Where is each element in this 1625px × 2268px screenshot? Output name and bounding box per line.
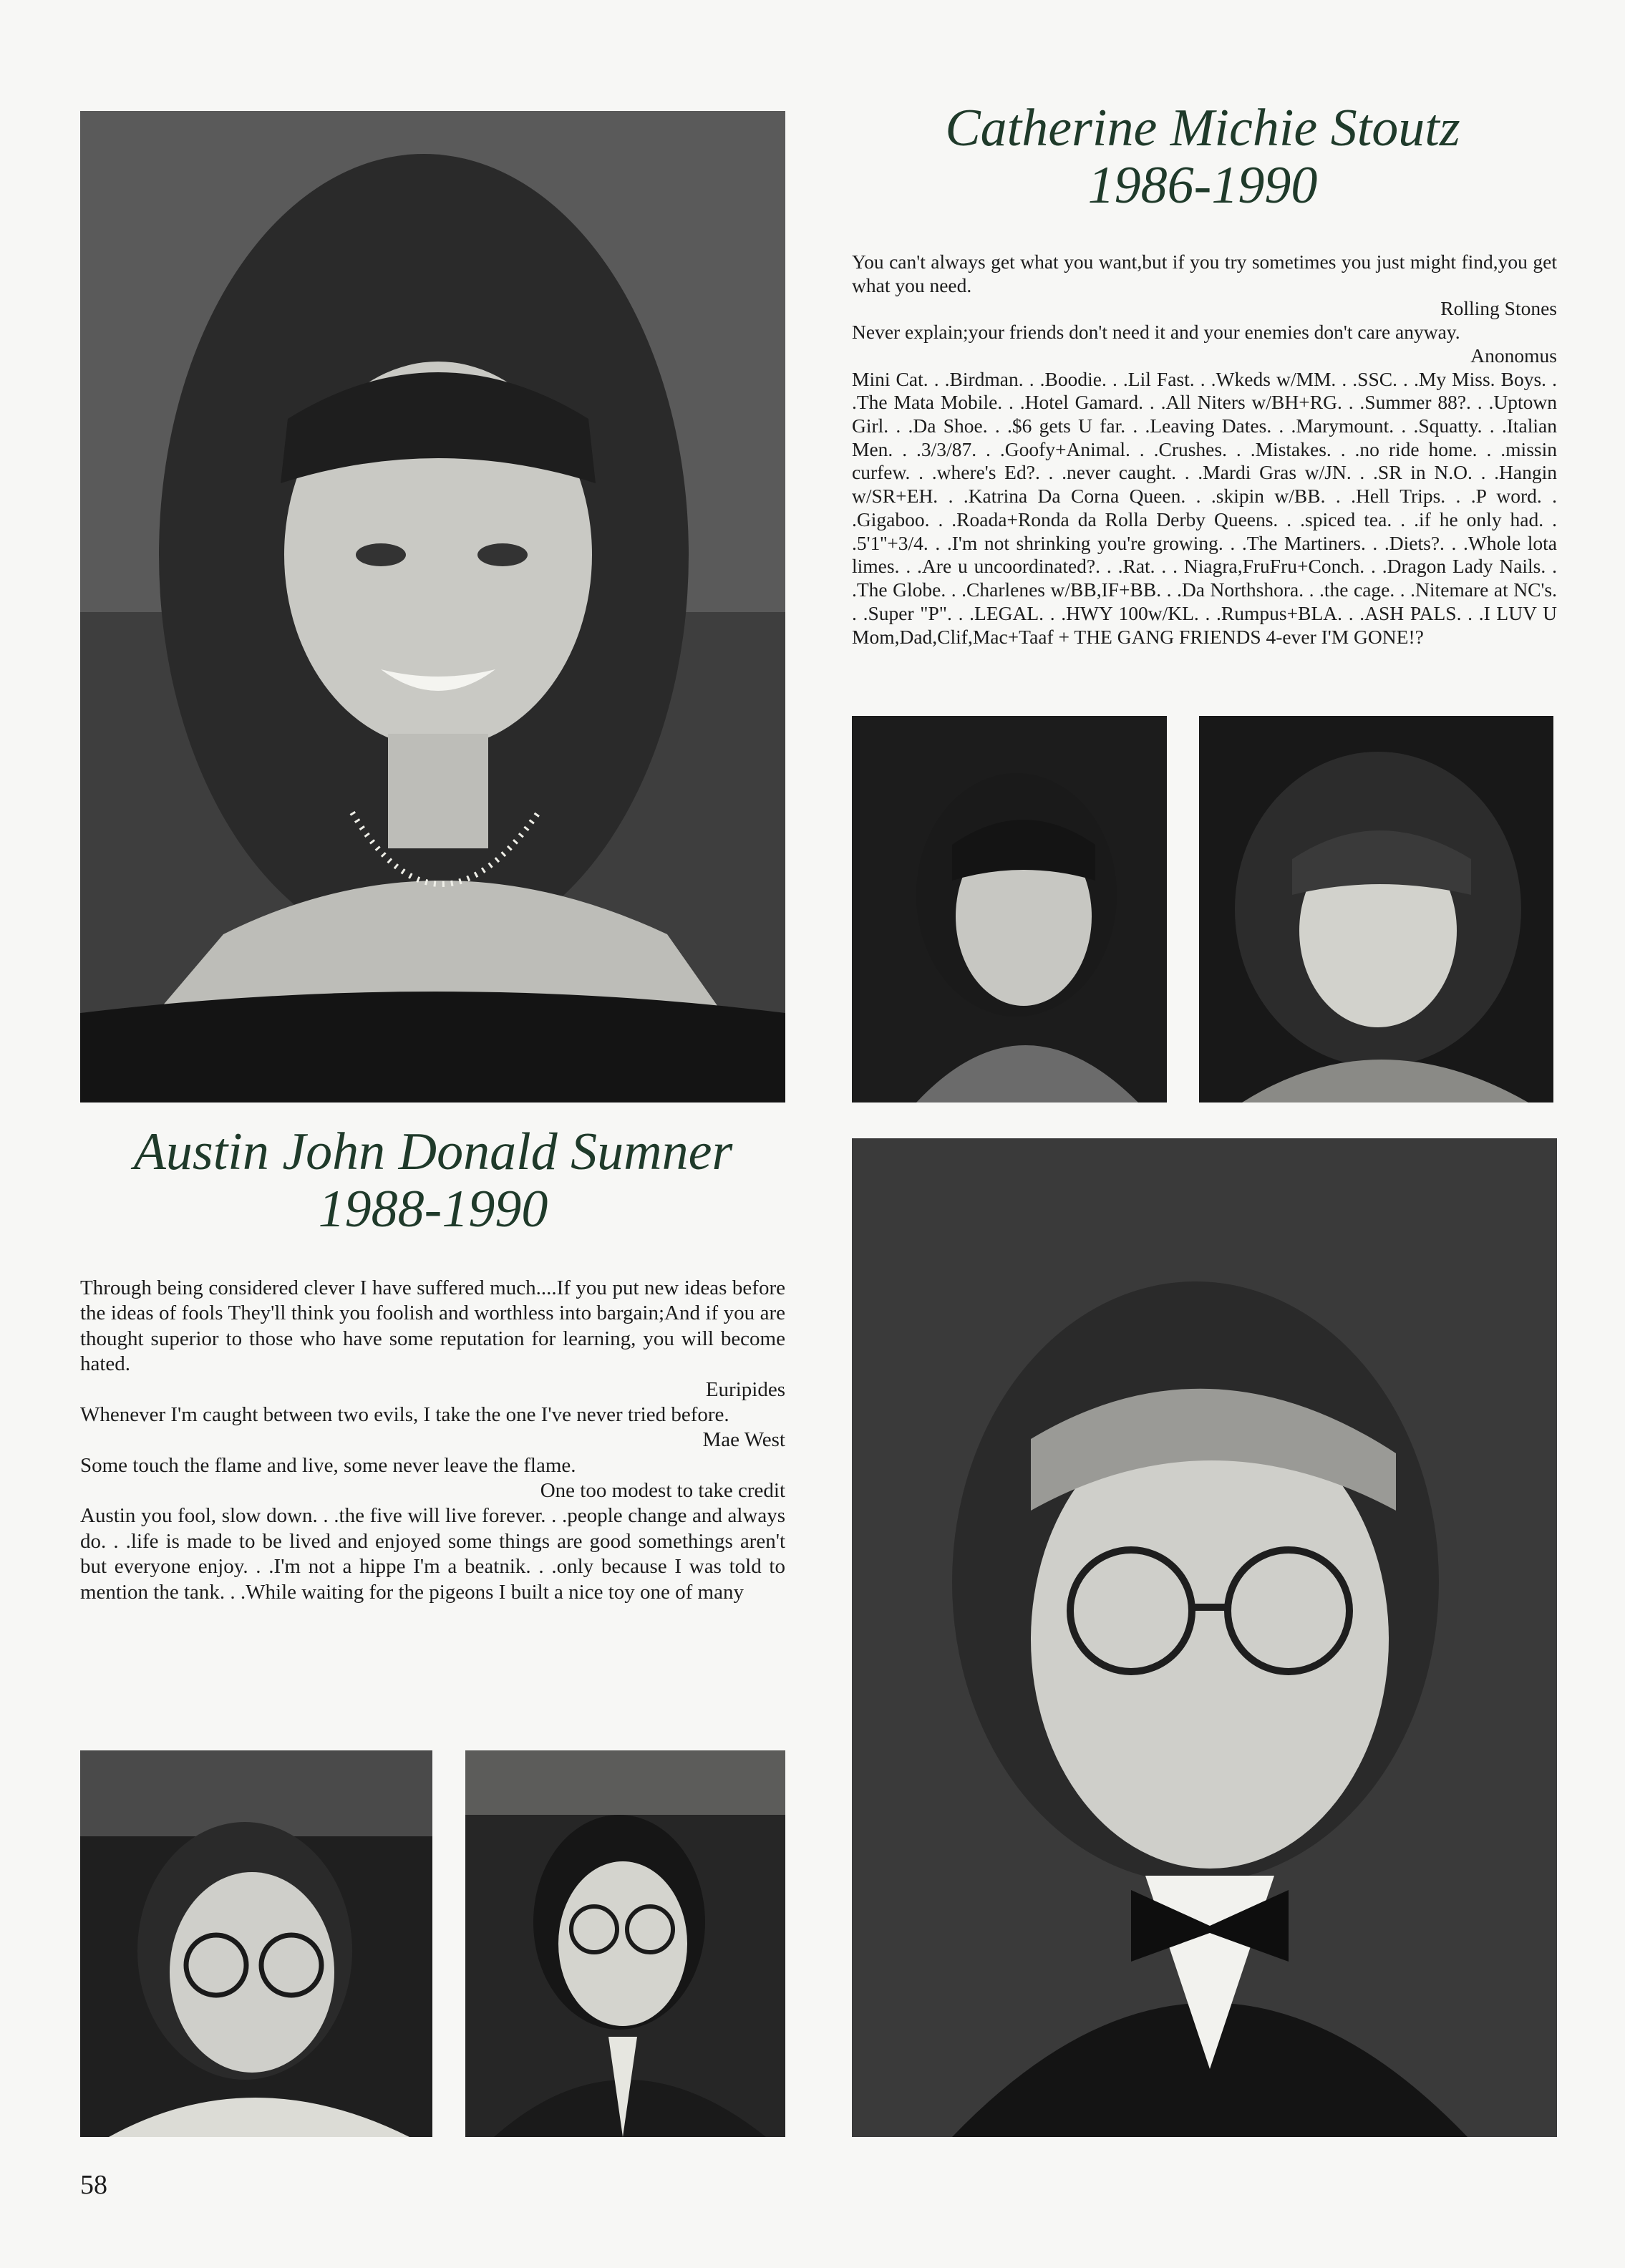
catherine-years: 1986-1990 (1087, 155, 1318, 215)
austin-quote-3-attribution: One too modest to take credit (540, 1479, 785, 1502)
catherine-candid-photo-2 (1199, 716, 1553, 1102)
austin-portrait-photo (852, 1138, 1557, 2137)
catherine-bio-text (852, 251, 1557, 649)
catherine-quote-2-attribution: Anonomus (1470, 344, 1557, 367)
austin-quote-2-attribution: Mae West (702, 1428, 785, 1452)
austin-candid-photo-1 (80, 1750, 432, 2137)
catherine-quote-1-attribution: Rolling Stones (1440, 297, 1557, 320)
austin-quote-2: Whenever I'm caught between two evils, I take the one I've never tried before. (80, 1402, 729, 1426)
catherine-quote-1: You can't always get what you want,but if you try sometimes you just might find,you get what you need. (852, 251, 1557, 296)
austin-candid-photo-2 (465, 1750, 785, 2137)
catherine-name: Catherine Michie Stoutz (945, 99, 1460, 158)
austin-quote-1-attribution: Euripides (705, 1377, 785, 1401)
catherine-candid-photo-1 (852, 716, 1167, 1102)
catherine-quote-2: Never explain;your friends don't need it and your enemies don't care anyway. (852, 321, 1460, 344)
austin-memories: Austin you fool, slow down. . .the five will live forever. . .people change and always do. . .life is made to be lived and enjoyed some things are good somethings aren't but everyone enjoy. . .I'm not a hippe I'm a beatnik. . .only because I was told to mention the tank. . .While waiting for the pigeons I built a nice toy one of many (80, 1504, 785, 1604)
austin-years: 1988-1990 (318, 1179, 548, 1239)
catherine-memories: Mini Cat. . .Birdman. . .Boodie. . .Lil Fast. . .Wkeds w/MM. . .SSC. . .My Miss. Boys. . .The Mata Mobile. . .Hotel Gamard. . .All Niters w/BH+RG. . .Summer 88?. . .Uptown Girl. . .Da Shoe. . .$6 gets U far. . .Leaving Dates. . .Marymount. . .Squatty. . .Italian Men. . .3/3/87. . .Goofy+Animal. . .Crushes. . .Mistakes. . .no ride home. . .missin curfew. . .where's Ed?. . .never caught. . .Mardi Gras w/JN. . .SR in N.O. . .Hangin w/SR+EH. . .Katrina Da Corna Queen. . .skipin w/BB. . .Hell Trips. . .P word. . .Gigaboo. . .Roada+Ronda da Rolla Derby Queens. . .spiced tea. . .if he only had. . .5'1''+3/4. . .I'm not shrinking you're growing. . .The Martiners. . .Diets?. . .Whole lota limes. . .Are u uncoordinated?. . .Rat. . . Niagra,FruFru+Conch. . .Dragon Lady Nails. . .The Globe. . .Charlenes w/BB,IF+BB. . .Da Northshora. . .the cage. . .Nitemare at NC's. . .Super "P". . .LEGAL. . .HWY 100w/KL. . .Rumpus+BLA. . .ASH PALS. . .I LUV U Mom,Dad,Clif,Mac+Taaf + THE GANG FRIENDS 4-ever I'M GONE!? (852, 367, 1557, 648)
austin-quote-3: Some touch the flame and live, some never leave the flame. (80, 1453, 576, 1477)
catherine-name-heading (845, 100, 1561, 215)
austin-quote-1: Through being considered clever I have suffered much....If you put new ideas before the ideas of fools They'll think you foolish and worthless into bargain;And if you are thought superior to those who have some reputation for learning, you will become hated. (80, 1276, 785, 1376)
austin-name: Austin John Donald Sumner (133, 1123, 733, 1181)
austin-bio-text (80, 1276, 785, 1605)
catherine-portrait-photo (80, 111, 785, 1102)
page-number: 58 (80, 2170, 107, 2200)
austin-name-heading (100, 1124, 766, 1239)
